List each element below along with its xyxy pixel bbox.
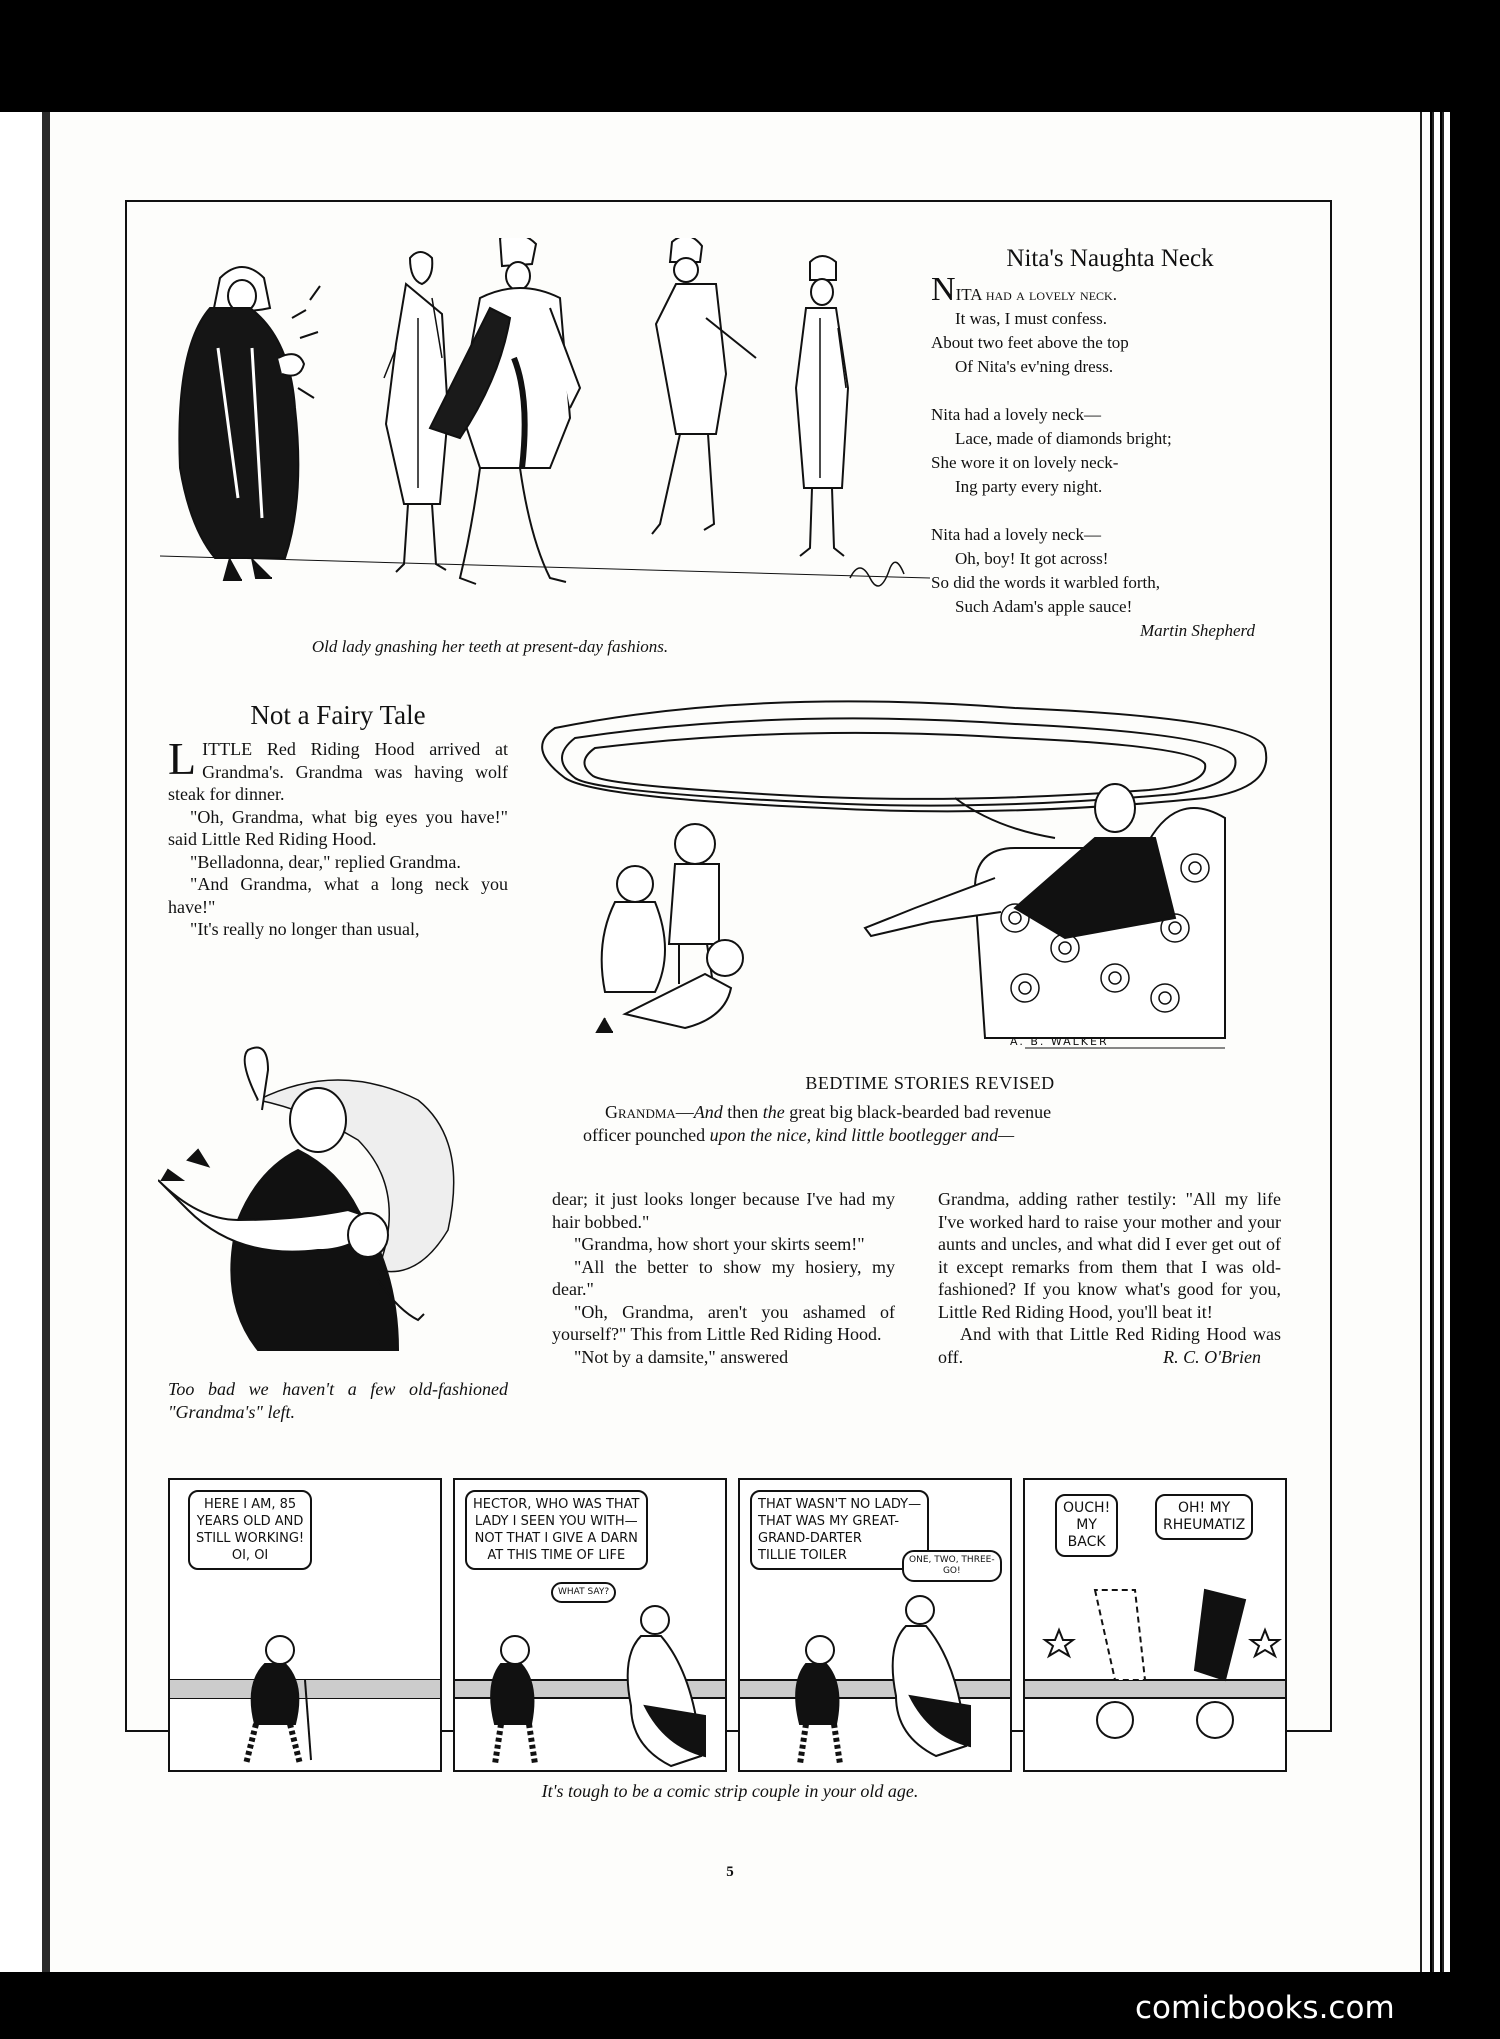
poem-body [931,271,1261,643]
story-paragraph: "Belladonna, dear," replied Grandma. [190,851,461,872]
old-man-figure [170,1480,440,1770]
bedtime-text: And [693,1102,723,1122]
bedtime-text: upon the nice, kind little bootlegger and— [709,1125,1015,1145]
bubble-line: MY [1076,1517,1097,1533]
poem-line: Lace, made of diamonds bright; [955,429,1172,448]
bubble-line: NOT THAT I GIVE A DARN [474,1531,638,1546]
poem-line: Ing party every night. [955,477,1103,496]
bedtime-text: great big black-bearded bad revenue officer pounched [583,1102,1052,1145]
poem-line: Oh, boy! It got across! [955,549,1109,568]
spanking-caption: Too bad we haven't a few old-fashioned "Grandma's" left. [168,1379,508,1422]
page-edge [1420,112,1430,1972]
story-paragraph: And with that Little Red Riding Hood was off. [938,1324,1281,1367]
story-dropcap: L [168,733,197,784]
story-smallcaps: ITTLE [202,739,253,759]
strip-caption: It's tough to be a comic strip couple in your old age. [541,1781,919,1801]
story-title: Not a Fairy Tale [250,700,426,730]
bedtime-illustration [535,688,1275,1058]
comic-panel-2 [453,1478,727,1772]
bedtime-caption [583,1101,1083,1147]
comic-panel-1 [168,1478,442,1772]
story-paragraph: "Oh, Grandma, aren't you ashamed of yourself?" This from Little Red Riding Hood. [552,1301,895,1344]
story-paragraph: dear; it just looks longer because I've had my hair bobbed." [552,1189,895,1232]
couple-figures [740,1480,1010,1770]
bubble-line: GO! [942,1566,961,1576]
bubble-line: OUCH! [1063,1500,1111,1516]
bubble-line: AT THIS TIME OF LIFE [487,1548,626,1563]
poem-title: Nita's Naughta Neck [1006,245,1214,272]
poem-line: Of Nita's ev'ning dress. [955,357,1114,376]
bubble-line: YEARS OLD AND [196,1514,304,1529]
story-paragraph: "It's really no longer than usual, [190,919,420,939]
page-edge [1442,112,1450,1972]
bubble-line: THAT WAS MY GREAT- [758,1514,900,1529]
bubble-line: RHEUMATIZ [1163,1517,1246,1533]
bedtime-speaker: Grandma [605,1102,676,1122]
story-paragraph: "Grandma, how short your skirts seem!" [574,1234,865,1254]
bedtime-dash: — [675,1102,694,1122]
facing-page-edge [0,112,50,1972]
walker-signature: A. B. WALKER [1010,1035,1109,1048]
bubble-line: TILLIE TOILER [758,1548,847,1563]
comic-panel-4 [1023,1478,1287,1772]
story-paragraph: Red Riding Hood arrived at Grandma's. Grandma was having wolf steak for dinner. [168,739,508,804]
story-paragraph: "Oh, Grandma, what big eyes you have!" said Little Red Riding Hood. [168,806,508,849]
couple-figures [455,1480,725,1770]
bubble-line: ONE, TWO, THREE- [909,1555,995,1565]
bedtime-title: BEDTIME STORIES REVISED [805,1073,1055,1093]
story-paragraph: "And Grandma, what a long neck you have!" [168,874,508,917]
story-column-1 [168,733,508,941]
poem-author: Martin Shepherd [1139,621,1255,640]
story-column-3 [938,1188,1281,1368]
bubble-line: STILL WORKING! [196,1531,305,1546]
bubble-line: THAT WASN'T NO LADY— [758,1497,922,1512]
story-author: R. C. O'Brien [1163,1347,1261,1367]
falling-couple-figures [1025,1480,1285,1770]
poem-line: Nita had a lovely neck— [931,525,1101,544]
bubble-line: BACK [1067,1534,1106,1550]
page-edge [1432,112,1440,1972]
bubble-line: OH! MY [1177,1500,1231,1516]
poem-line: About two feet above the top [931,333,1129,352]
comic-panel-3 [738,1478,1012,1772]
bedtime-text: then [722,1102,763,1122]
fashion-illustration [160,238,930,628]
poem-line: Nita had a lovely neck— [931,405,1101,424]
story-paragraph: "Not by a damsite," answered [574,1346,789,1367]
poem-dropcap: N [931,271,956,308]
spanking-illustration [158,1040,518,1370]
fashion-caption: Old lady gnashing her teeth at present-day fashions. [311,637,669,656]
story-column-2 [552,1188,895,1368]
poem-line: So did the words it warbled forth, [931,573,1160,592]
poem-line: She wore it on lovely neck- [931,453,1119,472]
poem-line: Such Adam's apple sauce! [955,597,1133,616]
story-paragraph: Grandma, adding rather testily: "All my life I've worked hard to raise your mother and your aunts and uncles, and what did I ever get out of it except remarks from them that I was old-fashioned? If you know what's good for you, Little Red Riding Hood, you'll beat it! [938,1189,1281,1322]
poem-first-line: ITA had a lovely neck. [955,285,1117,304]
bubble-line: OI, OI [231,1548,269,1563]
poem-line [931,271,1261,308]
speech-bubble-reply: WHAT SAY? [551,1582,616,1603]
bubble-line: HECTOR, WHO WAS THAT [473,1497,640,1512]
bedtime-text: the [762,1102,785,1122]
poem-line: It was, I must confess. [955,309,1108,328]
bubble-line: GRAND-DARTER [758,1531,862,1546]
watermark: comicbooks.com [1135,1990,1395,2026]
page-number: 5 [726,1864,734,1880]
bubble-line: HERE I AM, 85 [203,1497,297,1512]
bubble-line: LADY I SEEN YOU WITH— [474,1514,638,1529]
story-paragraph: "All the better to show my hosiery, my dear." [552,1256,895,1299]
